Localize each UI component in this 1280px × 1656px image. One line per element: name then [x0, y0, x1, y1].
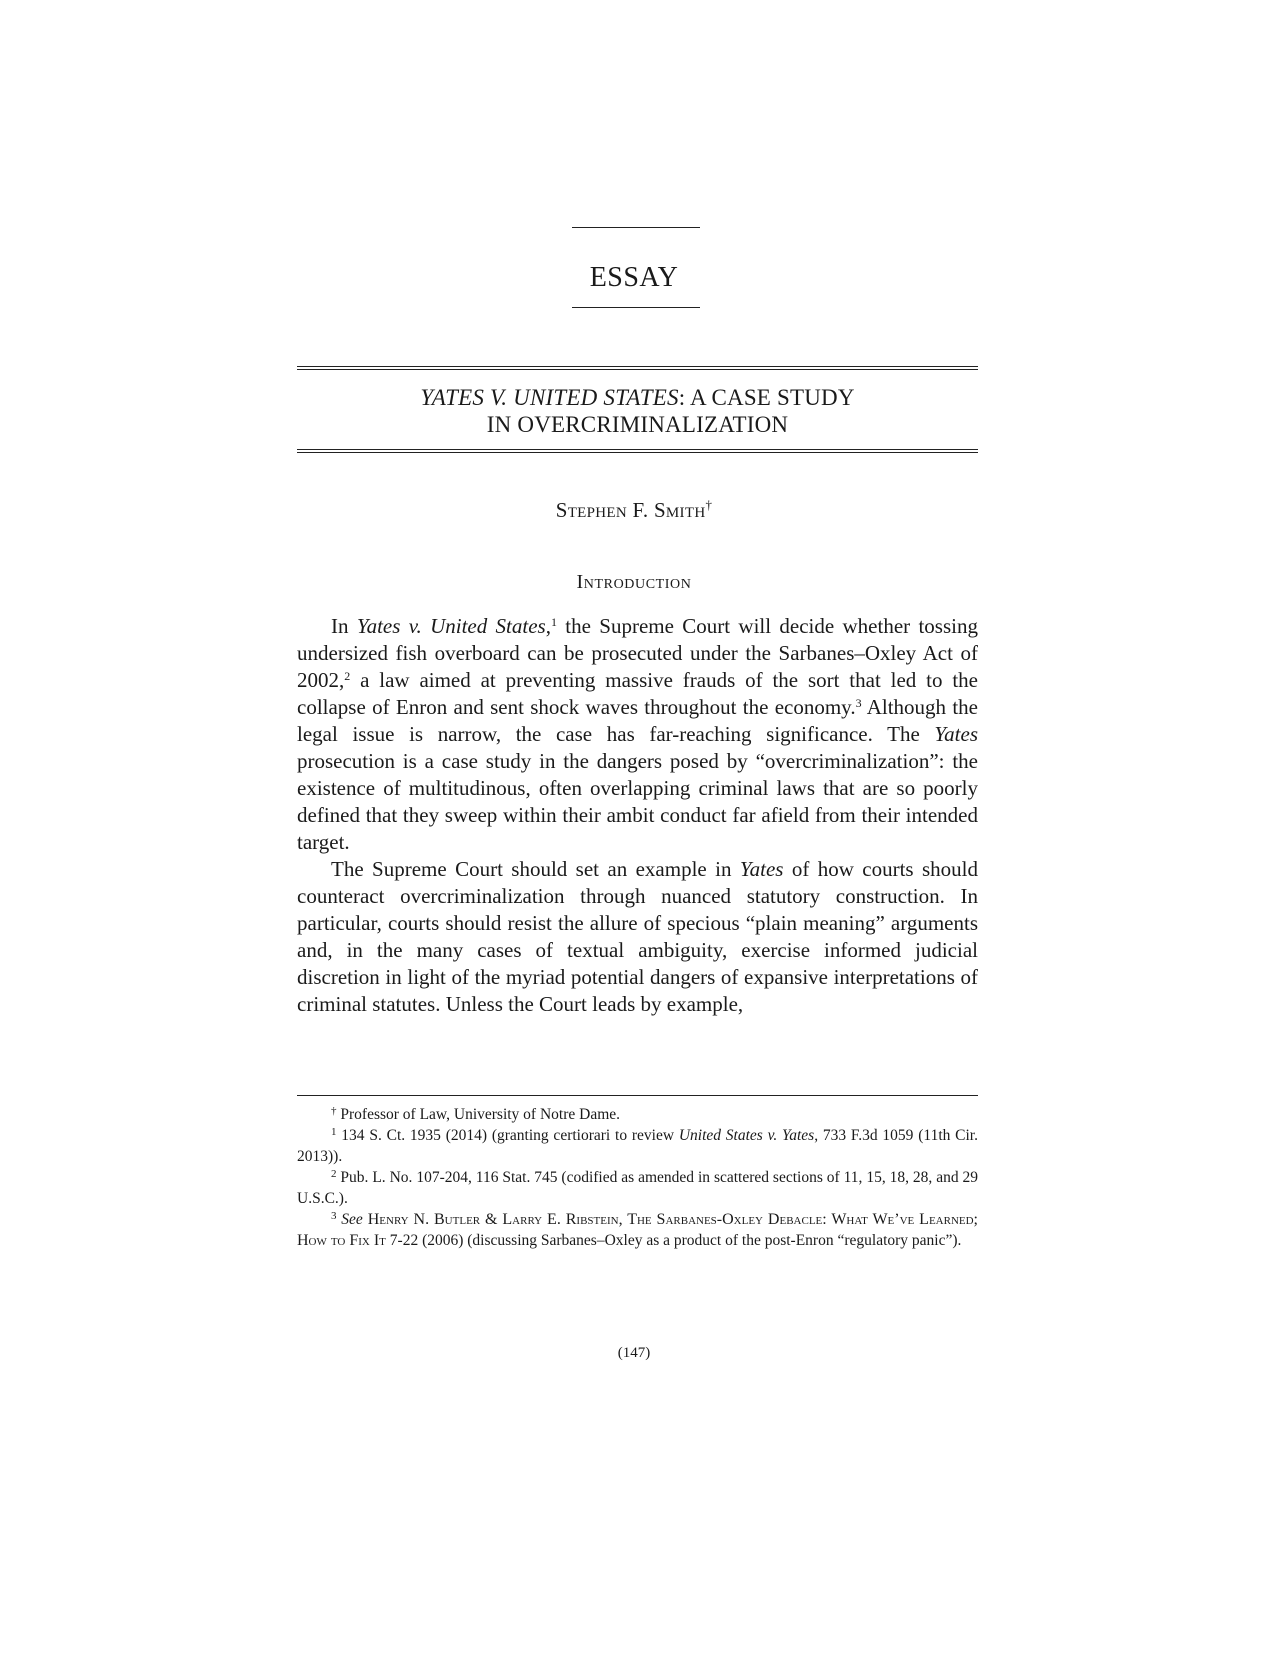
- footnote-ref-2: 2: [344, 669, 351, 683]
- footnote-dagger: † Professor of Law, University of Notre Dame.: [331, 1105, 621, 1123]
- footnote-1: $^1$ 134 S. Ct. 1935 (2014) (granting certiorari to review United States v. Yates, 733 F.3d 1059 (11th Cir. 2013)).: [297, 1126, 978, 1165]
- author-name: Stephen F. Smith: [555, 498, 706, 522]
- title-line1-rest: : A CASE STUDY: [678, 385, 855, 410]
- section-heading: Introduction: [576, 571, 692, 593]
- body-text: [297, 613, 978, 1018]
- paragraph-2: The Supreme Court should set an example in Yates of how courts should counteract overcriminalization through nuanced statutory construction. In particular, courts should resist the allure of specious “plain meaning” arguments and, in the many cases of textual ambiguity, exercise informed judicial discretion in light of the myriad potential dangers of expansive interpretations of criminal statutes. Unless the Court leads by example,: [297, 857, 978, 1016]
- footnote-3: $^3$ See Henry N. Butler & Larry E. Ribstein, The Sarbanes-Oxley Debacle: What We’ve Learned; How to Fix It 7-22 (2006) (discussing Sarbanes–Oxley as a product of the post-Enron “regulatory panic”).: [297, 1210, 978, 1249]
- essay-label: ESSAY: [589, 262, 679, 293]
- footnote-separator: [297, 1095, 978, 1096]
- title-line2: IN OVERCRIMINALIZATION: [486, 412, 789, 437]
- footnotes: [297, 1104, 978, 1251]
- footnote-2: $^2$ Pub. L. No. 107-204, 116 Stat. 745 (codified as amended in scattered sections of 11, 15, 18, 28, and 29 U.S.C.).: [297, 1168, 978, 1207]
- essay-rule-top: [572, 227, 700, 228]
- author-footnote-marker: †: [705, 497, 713, 512]
- essay-rule-bottom: [572, 307, 700, 308]
- case-citation: Yates v. United States: [356, 614, 546, 638]
- title-box: [297, 366, 978, 453]
- footnote-ref-1: 1: [550, 615, 557, 629]
- paragraph-1: In Yates v. United States,$^1$ the Supreme Court will decide whether tossing undersized fish overboard can be prosecuted under the Sarbanes–Oxley Act of 2002,$^2$ a law aimed at preventing massive frauds of the sort that led to the collapse of Enron and sent shock waves throughout the economy.$^3$ Although the legal issue is narrow, the case has far-reaching significance. The Yates prosecution is a case study in the dangers posed by “overcriminalization”: the existence of multitudinous, often overlapping criminal laws that are so poorly defined that they sweep within their ambit conduct far afield from their intended target.: [297, 614, 978, 854]
- article-title: [297, 384, 978, 438]
- title-case-name: YATES V. UNITED STATES: [420, 385, 679, 410]
- author-line: [0, 497, 1268, 523]
- page-number: (147): [617, 1345, 651, 1361]
- footnote-ref-3: 3: [855, 696, 862, 710]
